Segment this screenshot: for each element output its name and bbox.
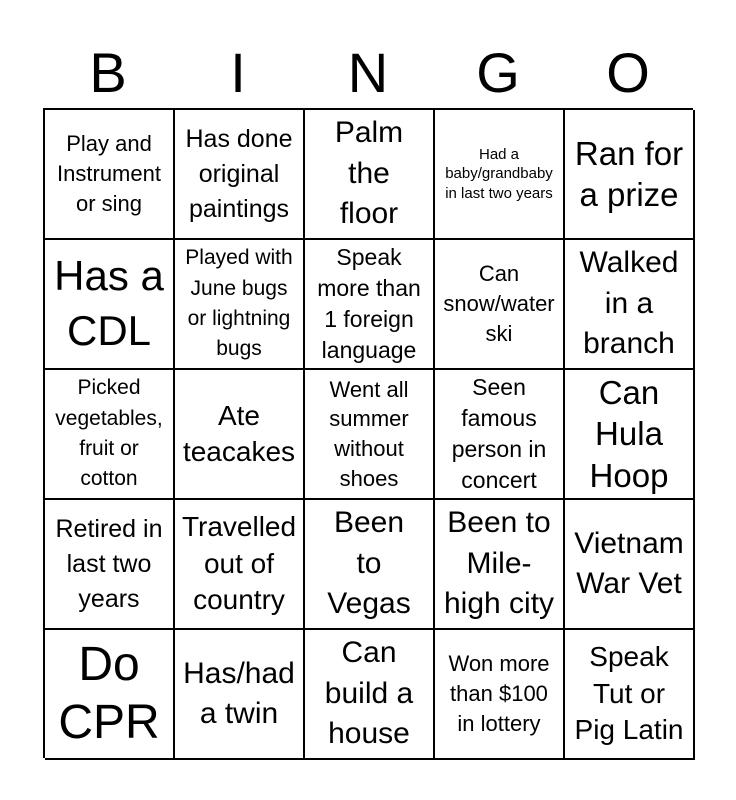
cell-text: Ate teacakes (182, 399, 296, 467)
bingo-cell[interactable] (435, 240, 565, 370)
cell-text: Speak Tut or Pig Latin (574, 641, 684, 746)
bingo-cell[interactable] (305, 630, 435, 760)
cell-text: Travelled out of country (181, 511, 297, 616)
cell-text: Do CPR (58, 638, 160, 749)
bingo-cell[interactable] (435, 370, 565, 500)
cell-text: Ran for a prize (574, 134, 684, 213)
cell-text: Played with June bugs or lightning bugs (185, 246, 293, 361)
cell-text: Won more than $100 in lottery (448, 651, 550, 736)
bingo-cell[interactable] (175, 500, 305, 630)
bingo-cell[interactable] (175, 370, 305, 500)
cell-text: Been to Mile- high city (443, 506, 555, 621)
bingo-cell[interactable] (565, 500, 695, 630)
bingo-cell[interactable] (305, 500, 435, 630)
cell-text: Has/had a twin (183, 656, 295, 730)
cell-text: Seen famous person in concert (451, 373, 547, 494)
bingo-cell[interactable] (175, 240, 305, 370)
bingo-cell[interactable] (435, 500, 565, 630)
cell-text: Play and Instrument or sing (57, 131, 161, 216)
cell-text: Picked vegetables, fruit or cotton (55, 376, 163, 491)
cell-text: Vietnam War Vet (574, 526, 684, 600)
bingo-header (43, 38, 693, 108)
cell-text: Palm the floor (334, 116, 404, 231)
header-letter-i: I (230, 41, 246, 104)
bingo-cell[interactable] (305, 370, 435, 500)
bingo-cell[interactable] (305, 110, 435, 240)
bingo-cell[interactable] (565, 370, 695, 500)
bingo-board (43, 108, 693, 758)
cell-text: Had a baby/grandbaby in last two years (445, 145, 553, 202)
bingo-cell[interactable] (45, 500, 175, 630)
cell-text: Been to Vegas (327, 506, 411, 621)
bingo-cell[interactable] (45, 240, 175, 370)
cell-text: Can snow/water ski (443, 261, 555, 346)
bingo-cell[interactable] (45, 110, 175, 240)
header-letter-n: N (347, 41, 389, 104)
bingo-cell[interactable] (435, 110, 565, 240)
header-letter-o: O (606, 41, 650, 104)
bingo-cell[interactable] (305, 240, 435, 370)
bingo-cell[interactable] (565, 110, 695, 240)
bingo-cell[interactable] (565, 630, 695, 760)
cell-text: Has done original paintings (185, 124, 293, 223)
cell-text: Went all summer without shoes (329, 376, 409, 491)
cell-text: Can Hula Hoop (589, 374, 669, 494)
bingo-cell[interactable] (565, 240, 695, 370)
bingo-cell[interactable] (435, 630, 565, 760)
cell-text: Has a CDL (54, 252, 164, 354)
cell-text: Retired in last two years (55, 514, 163, 613)
cell-text: Can build a house (324, 636, 414, 751)
header-letter-b: B (89, 41, 127, 104)
header-letter-g: G (476, 41, 520, 104)
bingo-cell[interactable] (45, 370, 175, 500)
bingo-cell[interactable] (175, 110, 305, 240)
cell-text: Walked in a branch (579, 246, 679, 361)
bingo-cell[interactable] (45, 630, 175, 760)
cell-text: Speak more than 1 foreign language (317, 243, 421, 364)
bingo-cell[interactable] (175, 630, 305, 760)
